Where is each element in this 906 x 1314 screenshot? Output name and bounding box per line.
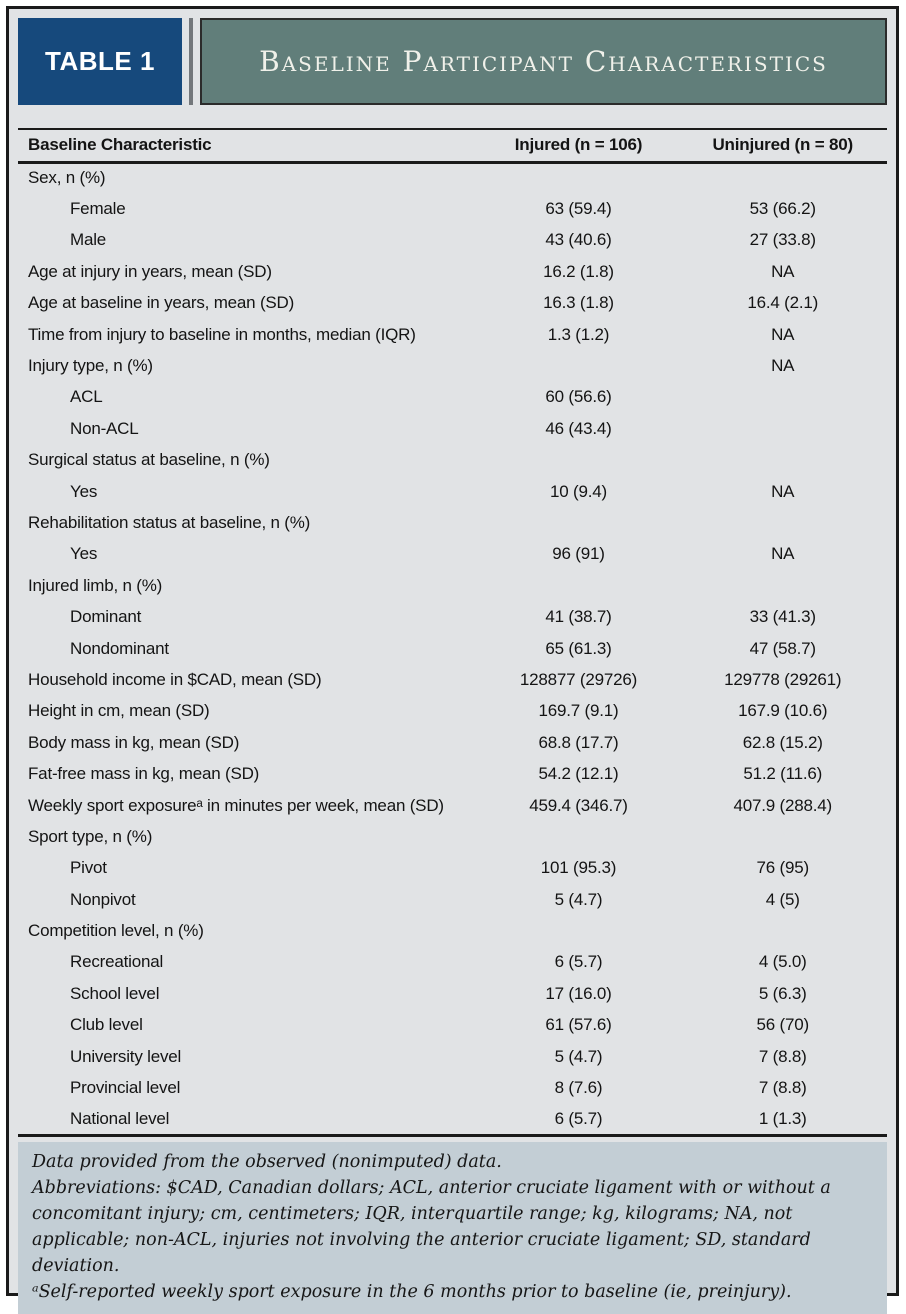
characteristic-cell: Surgical status at baseline, n (%) — [28, 450, 270, 470]
table-body — [18, 162, 887, 1135]
injured-value-cell — [479, 445, 679, 476]
uninjured-value-cell — [678, 570, 887, 601]
injured-value-cell: 46 (43.4) — [545, 418, 612, 438]
characteristic-cell: Club level — [70, 1015, 143, 1035]
injured-value-cell: 17 (16.0) — [545, 983, 612, 1003]
characteristic-cell: Sport type, n (%) — [28, 826, 153, 846]
characteristic-cell: Body mass in kg, mean (SD) — [28, 732, 240, 752]
table-row — [18, 696, 887, 727]
characteristic-cell: Injury type, n (%) — [28, 356, 153, 376]
injured-value-cell: 10 (9.4) — [550, 481, 607, 501]
table-row — [18, 633, 887, 664]
characteristic-cell: Nondominant — [70, 638, 169, 658]
characteristic-cell: Male — [70, 230, 107, 250]
injured-value-cell — [479, 162, 679, 193]
table-row — [18, 758, 887, 789]
injured-value-cell: 6 (5.7) — [479, 1104, 679, 1135]
header-row — [18, 129, 887, 162]
column-header-injured: Injured (n = 106) — [479, 129, 679, 162]
table-row — [18, 570, 887, 601]
characteristic-cell: Pivot — [70, 858, 107, 878]
injured-value-cell: 16.3 (1.8) — [543, 293, 614, 313]
table-row — [18, 1104, 887, 1135]
table-row — [18, 507, 887, 538]
column-header-uninjured: Uninjured (n = 80) — [678, 129, 887, 162]
footnote-data-source: Data provided from the observed (nonimputed) data. — [32, 1151, 502, 1172]
uninjured-value-cell — [678, 821, 887, 852]
characteristic-cell: National level — [18, 1104, 479, 1135]
table-row — [18, 664, 887, 695]
footnote-superscript-a: ᵃSelf-reported weekly sport exposure in the 6 months prior to baseline (ie, preinjury). — [32, 1281, 792, 1302]
characteristic-cell: Sex, n (%) — [28, 168, 106, 188]
table-row — [18, 1072, 887, 1103]
table-number-badge — [18, 18, 182, 105]
injured-value-cell: 43 (40.6) — [545, 230, 612, 250]
table-row — [18, 915, 887, 946]
table-row — [18, 350, 887, 381]
characteristics-table — [18, 128, 887, 1137]
table-row — [18, 256, 887, 287]
uninjured-value-cell: 4 (5.0) — [758, 952, 807, 972]
uninjured-value-cell: 33 (41.3) — [749, 607, 816, 627]
table-header — [18, 129, 887, 162]
figure-header-band — [18, 18, 887, 105]
table-row — [18, 382, 887, 413]
table-row — [18, 947, 887, 978]
uninjured-value-cell: 16.4 (2.1) — [747, 293, 819, 313]
characteristic-cell: Time from injury to baseline in months, median (IQR) — [28, 324, 416, 344]
uninjured-value-cell: 1 (1.3) — [678, 1104, 887, 1135]
characteristic-cell: Female — [70, 199, 126, 219]
uninjured-value-cell: 4 (5) — [765, 889, 800, 909]
uninjured-value-cell — [678, 162, 887, 193]
injured-value-cell: 96 (91) — [552, 544, 605, 564]
uninjured-value-cell: NA — [771, 544, 795, 564]
injured-value-cell: 65 (61.3) — [545, 638, 612, 658]
injured-value-cell — [479, 570, 679, 601]
characteristic-cell: Competition level, n (%) — [28, 921, 204, 941]
injured-value-cell — [479, 915, 679, 946]
table-row — [18, 1010, 887, 1041]
characteristic-cell: Non-ACL — [70, 418, 139, 438]
injured-value-cell: 6 (5.7) — [554, 952, 603, 972]
table-row — [18, 853, 887, 884]
uninjured-value-cell — [678, 413, 887, 444]
uninjured-value-cell: 407.9 (288.4) — [733, 795, 832, 815]
table-row — [18, 476, 887, 507]
injured-value-cell: 101 (95.3) — [540, 858, 617, 878]
injured-value-cell: 60 (56.6) — [545, 387, 612, 407]
table-row — [18, 162, 887, 193]
characteristic-cell: Provincial level — [70, 1078, 181, 1098]
table-row — [18, 821, 887, 852]
table-row — [18, 225, 887, 256]
table-row — [18, 884, 887, 915]
characteristic-cell: Height in cm, mean (SD) — [28, 701, 210, 721]
table-row — [18, 727, 887, 758]
header-divider — [189, 18, 193, 105]
injured-value-cell: 5 (4.7) — [554, 1046, 603, 1066]
injured-value-cell: 8 (7.6) — [554, 1078, 603, 1098]
characteristic-cell: Age at baseline in years, mean (SD) — [28, 293, 295, 313]
injured-value-cell: 5 (4.7) — [554, 889, 603, 909]
table-number-label: TABLE 1 — [45, 46, 155, 76]
table-row — [18, 319, 887, 350]
table-row — [18, 413, 887, 444]
characteristic-cell: Age at injury in years, mean (SD) — [28, 261, 272, 281]
table-title-box — [200, 18, 887, 105]
injured-value-cell: 68.8 (17.7) — [538, 732, 619, 752]
table-row — [18, 288, 887, 319]
figure-frame — [6, 6, 899, 1302]
uninjured-value-cell: 53 (66.2) — [749, 199, 816, 219]
characteristic-cell: Rehabilitation status at baseline, n (%) — [28, 512, 311, 532]
injured-value-cell: 16.2 (1.8) — [543, 261, 614, 281]
uninjured-value-cell: NA — [771, 356, 795, 376]
injured-value-cell — [479, 821, 679, 852]
injured-value-cell — [479, 507, 679, 538]
characteristic-cell: Fat-free mass in kg, mean (SD) — [28, 764, 260, 784]
uninjured-value-cell: 27 (33.8) — [749, 230, 816, 250]
uninjured-value-cell: 62.8 (15.2) — [742, 732, 823, 752]
column-header-characteristic: Baseline Characteristic — [18, 129, 479, 162]
uninjured-value-cell: 51.2 (11.6) — [743, 764, 823, 784]
table-title: Baseline Participant Characteristics — [259, 45, 828, 78]
injured-value-cell — [479, 350, 679, 381]
characteristic-cell: Weekly sport exposureᵃ in minutes per week, mean (SD) — [28, 795, 444, 815]
uninjured-value-cell: 47 (58.7) — [749, 638, 816, 658]
uninjured-value-cell — [678, 382, 887, 413]
injured-value-cell: 169.7 (9.1) — [538, 701, 619, 721]
injured-value-cell: 41 (38.7) — [545, 607, 612, 627]
uninjured-value-cell — [678, 507, 887, 538]
uninjured-value-cell: 7 (8.8) — [758, 1078, 807, 1098]
table-row — [18, 445, 887, 476]
characteristic-cell: Yes — [70, 544, 98, 564]
uninjured-value-cell: NA — [771, 261, 795, 281]
characteristic-cell: University level — [70, 1046, 182, 1066]
characteristic-cell: School level — [70, 983, 160, 1003]
characteristic-cell: Injured limb, n (%) — [28, 575, 163, 595]
uninjured-value-cell: 7 (8.8) — [758, 1046, 807, 1066]
uninjured-value-cell: NA — [771, 481, 795, 501]
uninjured-value-cell: 56 (70) — [756, 1015, 809, 1035]
injured-value-cell: 128877 (29726) — [519, 669, 638, 689]
characteristic-cell: Yes — [70, 481, 98, 501]
injured-value-cell: 63 (59.4) — [545, 199, 612, 219]
table-row — [18, 601, 887, 632]
table-row — [18, 193, 887, 224]
uninjured-value-cell — [678, 915, 887, 946]
injured-value-cell: 61 (57.6) — [545, 1015, 612, 1035]
table-row — [18, 790, 887, 821]
footnote-abbreviations: Abbreviations: $CAD, Canadian dollars; ACL, anterior cruciate ligament with or without a concomitant injury; cm, centimeters; IQR, interquartile range; kg, kilograms; NA, not applicable; non-ACL, injuries not involving the anterior cruciate ligament; SD, standard deviation. — [32, 1177, 831, 1276]
uninjured-value-cell: 129778 (29261) — [724, 669, 842, 689]
uninjured-value-cell: 167.9 (10.6) — [738, 701, 828, 721]
injured-value-cell: 1.3 (1.2) — [547, 324, 610, 344]
characteristic-cell: Household income in $CAD, mean (SD) — [28, 669, 322, 689]
injured-value-cell: 459.4 (346.7) — [529, 795, 628, 815]
footnote-box — [18, 1142, 887, 1314]
table-row — [18, 539, 887, 570]
table-row — [18, 978, 887, 1009]
characteristic-cell: Recreational — [70, 952, 164, 972]
characteristic-cell: Nonpivot — [70, 889, 136, 909]
uninjured-value-cell: 76 (95) — [756, 858, 809, 878]
injured-value-cell: 54.2 (12.1) — [538, 764, 619, 784]
uninjured-value-cell — [678, 445, 887, 476]
uninjured-value-cell: NA — [771, 324, 795, 344]
table-row — [18, 1041, 887, 1072]
characteristic-cell: ACL — [70, 387, 103, 407]
uninjured-value-cell: 5 (6.3) — [758, 983, 807, 1003]
characteristic-cell: Dominant — [70, 607, 142, 627]
